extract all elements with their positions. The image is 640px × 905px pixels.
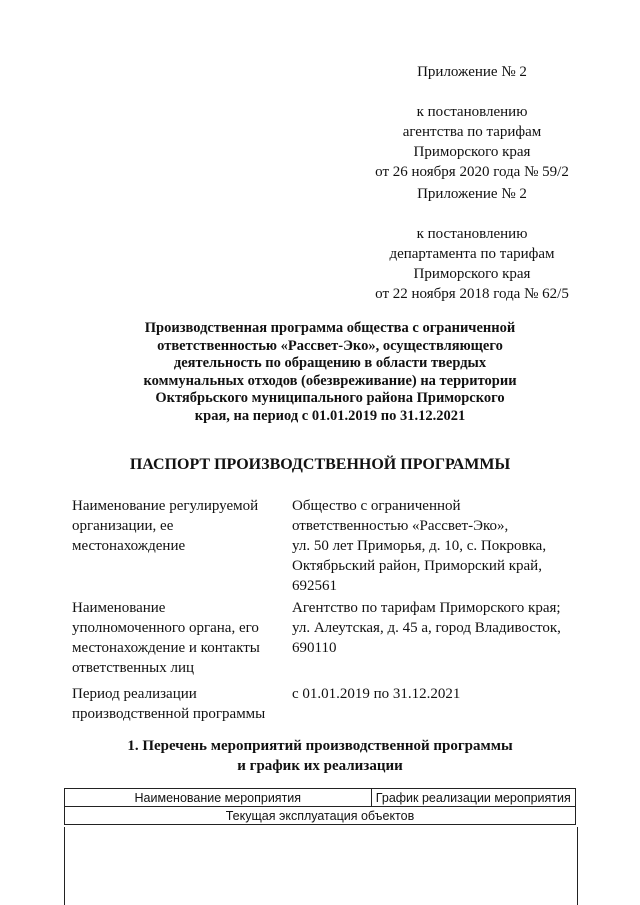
label-line: Наименование регулируемой	[72, 498, 259, 514]
group-row-cell: Текущая эксплуатация объектов	[65, 807, 576, 825]
label-line: Период реализации	[72, 686, 197, 702]
appendix-line: Приморского края	[413, 144, 531, 160]
table-continuation	[64, 827, 578, 905]
appendix-title: Приложение № 2	[417, 186, 527, 202]
value-line: Агентство по тарифам Приморского края;	[292, 600, 561, 616]
appendix-line: агентства по тарифам	[402, 124, 542, 140]
row-label	[72, 684, 282, 724]
appendix-line: департамента по тарифам	[389, 246, 555, 262]
appendix-line: от 22 ноября 2018 года № 62/5	[375, 286, 569, 302]
label-line: местонахождение и контакты	[72, 640, 260, 656]
appendix-line: Приморского края	[413, 266, 531, 282]
section-title	[0, 736, 640, 776]
appendix-line: к постановлению	[416, 226, 528, 242]
appendix-current	[352, 62, 592, 182]
program-title-line: Октябрьского муниципального района Приморского	[155, 390, 505, 406]
row-value	[292, 598, 582, 658]
program-title-line: ответственностью «Рассвет-Эко», осуществляющего	[157, 337, 503, 354]
row-value	[292, 496, 582, 596]
value-line: 690110	[292, 640, 337, 656]
section-title-line: 1. Перечень мероприятий производственной программы	[127, 738, 513, 754]
appendix-line: от 26 ноября 2020 года № 59/2	[375, 164, 569, 180]
label-line: производственной программы	[72, 706, 266, 722]
value-line: Общество с ограниченной	[292, 498, 461, 514]
table-group-row	[65, 807, 576, 825]
program-title-line: коммунальных отходов (обезвреживание) на территории	[143, 372, 517, 389]
passport-heading: ПАСПОРТ ПРОИЗВОДСТВЕННОЙ ПРОГРАММЫ	[129, 456, 511, 473]
value-line: ул. Алеутская, д. 45 а, город Владивосток,	[292, 620, 561, 636]
label-line: ответственных лиц	[72, 660, 195, 676]
column-header: График реализации мероприятия	[371, 789, 575, 807]
label-line: Наименование	[72, 600, 166, 616]
value-line: с 01.01.2019 по 31.12.2021	[292, 686, 461, 702]
appendix-line: к постановлению	[416, 104, 528, 120]
value-line: 692561	[292, 578, 337, 594]
value-line: Октябрьский район, Приморский край,	[292, 558, 542, 574]
row-label	[72, 598, 282, 678]
table-header-row	[65, 789, 576, 807]
value-line: ответственностью «Рассвет-Эко»,	[292, 518, 509, 534]
label-line: организации, ее	[72, 518, 174, 534]
program-title-line: деятельность по обращению в области твердых	[173, 355, 487, 371]
section-title-line: и график их реализации	[237, 758, 403, 774]
column-header: Наименование мероприятия	[65, 789, 372, 807]
appendix-title: Приложение № 2	[417, 64, 527, 80]
measures-table	[64, 788, 576, 825]
program-title-line: Производственная программа общества с ограниченной	[144, 320, 516, 336]
label-line: уполномоченного органа, его	[72, 620, 259, 636]
label-line: местонахождение	[72, 538, 186, 554]
value-line: ул. 50 лет Приморья, д. 10, с. Покровка,	[292, 538, 547, 554]
program-title	[110, 320, 550, 425]
program-title-line: края, на период с 01.01.2019 по 31.12.2021	[194, 407, 466, 424]
row-value	[292, 684, 582, 704]
appendix-original	[352, 184, 592, 304]
row-label	[72, 496, 282, 556]
